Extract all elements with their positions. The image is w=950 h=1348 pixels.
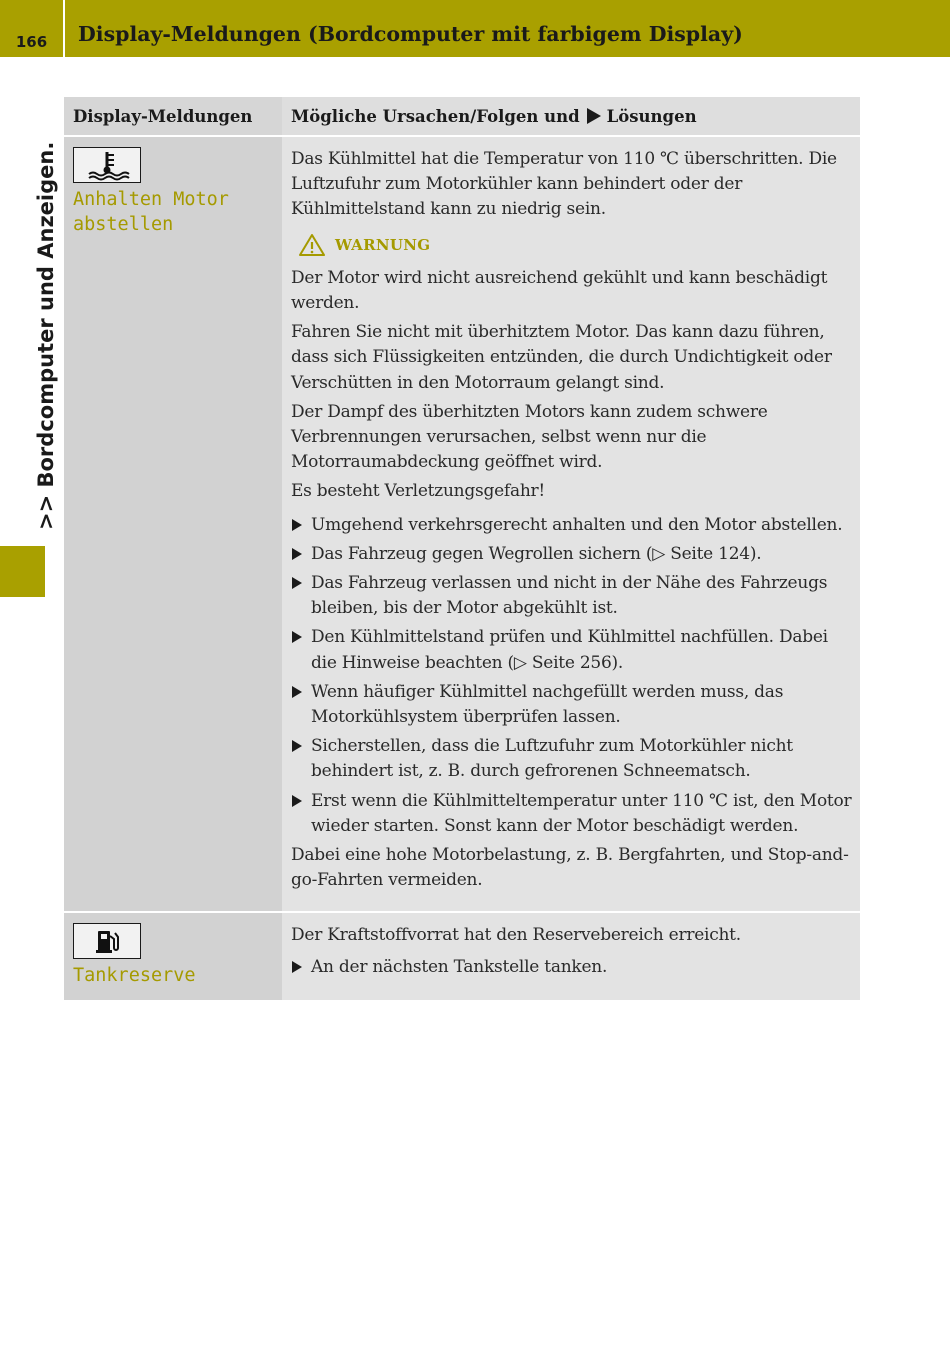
bullet-arrow-icon (292, 795, 302, 807)
page-number: 166 (15, 33, 48, 51)
bullet-arrow-icon (292, 961, 302, 973)
bullet-arrow-icon (292, 740, 302, 752)
column-header-messages: Display-Meldungen (73, 106, 253, 126)
table-row (64, 911, 860, 999)
solution-arrow-icon (587, 108, 601, 124)
list-item (291, 625, 852, 675)
column-header-causes-text: Mögliche Ursachen/Folgen und (291, 106, 580, 126)
causes-cell (282, 137, 860, 911)
column-header-solutions-text: Lösungen (606, 106, 697, 126)
section-side-title: >> Bordcomputer und Anzeigen. (34, 141, 58, 530)
message-cell (64, 913, 282, 999)
message-cell (64, 137, 282, 911)
warning-paragraph: Der Dampf des überhitzten Motors kann zudem schwere Verbrennungen verursachen, selbst wenn nur die Motorraumabdeckung geöffnet wird. (291, 401, 768, 473)
list-note: Dabei eine hohe Motorbelastung, z. B. Bergfahrten, und Stop-and-go-Fahrten vermeiden. (291, 845, 849, 891)
list-item (291, 789, 852, 839)
display-messages-table (64, 97, 860, 1000)
list-item-text: Das Fahrzeug verlassen und nicht in der Nähe des Fahrzeugs bleiben, bis der Motor abgekühlt ist. (311, 573, 828, 619)
list-item (291, 513, 852, 538)
display-message-text: Tankreserve (73, 965, 196, 987)
bullet-arrow-icon (292, 519, 302, 531)
list-item (291, 542, 852, 567)
list-item-text: Sicherstellen, dass die Luftzufuhr zum Motorkühler nicht behindert ist, z. B. durch gefrorenen Schneematsch. (311, 736, 793, 782)
display-message-text: Anhalten Motor abstellen (73, 189, 229, 235)
bullet-arrow-icon (292, 631, 302, 643)
list-item-text: Das Fahrzeug gegen Wegrollen sichern (▷ Seite 124). (311, 543, 762, 564)
warning-paragraph: Der Motor wird nicht ausreichend gekühlt und kann beschädigt werden. (291, 267, 828, 314)
coolant-temperature-icon (73, 147, 141, 183)
list-item (291, 680, 852, 730)
list-item (291, 571, 852, 621)
list-item (291, 955, 852, 980)
warning-paragraph: Fahren Sie nicht mit überhitztem Motor. Das kann dazu führen, dass sich Flüssigkeiten entzünden, die durch Undichtigkeit oder Verschütten in den Motorraum gelangt sind. (291, 322, 832, 393)
list-item-text: Den Kühlmittelstand prüfen und Kühlmittel nachfüllen. Dabei die Hinweise beachten (▷ Seite 256). (311, 627, 828, 673)
section-tab-marker (0, 546, 45, 597)
causes-cell (282, 913, 860, 999)
list-item-text: Erst wenn die Kühlmitteltemperatur unter 110 ℃ ist, den Motor wieder starten. Sonst kann der Motor beschädigt werden. (311, 790, 852, 836)
table-row (64, 137, 860, 911)
cause-intro: Das Kühlmittel hat die Temperatur von 110 ℃ überschritten. Die Luftzufuhr zum Motorkühler kann behindert oder der Kühlmittelstand kann zu niedrig sein. (291, 149, 837, 220)
bullet-arrow-icon (292, 548, 302, 560)
warning-block (299, 233, 852, 258)
table-header (64, 97, 860, 137)
column-header-causes (282, 97, 860, 135)
warning-triangle-icon (299, 233, 325, 257)
fuel-pump-icon (73, 923, 141, 959)
bullet-arrow-icon (292, 686, 302, 698)
list-item-text: Wenn häufiger Kühlmittel nachgefüllt werden muss, das Motorkühlsystem überprüfen lassen. (311, 681, 784, 728)
warning-label: WARNUNG (335, 235, 431, 254)
page-title: Display-Meldungen (Bordcomputer mit farbigem Display) (78, 22, 743, 46)
list-item-text: Umgehend verkehrsgerecht anhalten und den Motor abstellen. (311, 514, 843, 535)
header-divider (63, 0, 65, 57)
list-item (291, 734, 852, 784)
cause-intro: Der Kraftstoffvorrat hat den Reservebereich erreicht. (291, 925, 741, 946)
warning-paragraph: Es besteht Verletzungsgefahr! (291, 481, 546, 502)
list-item-text: An der nächsten Tankstelle tanken. (311, 956, 608, 977)
bullet-arrow-icon (292, 577, 302, 589)
